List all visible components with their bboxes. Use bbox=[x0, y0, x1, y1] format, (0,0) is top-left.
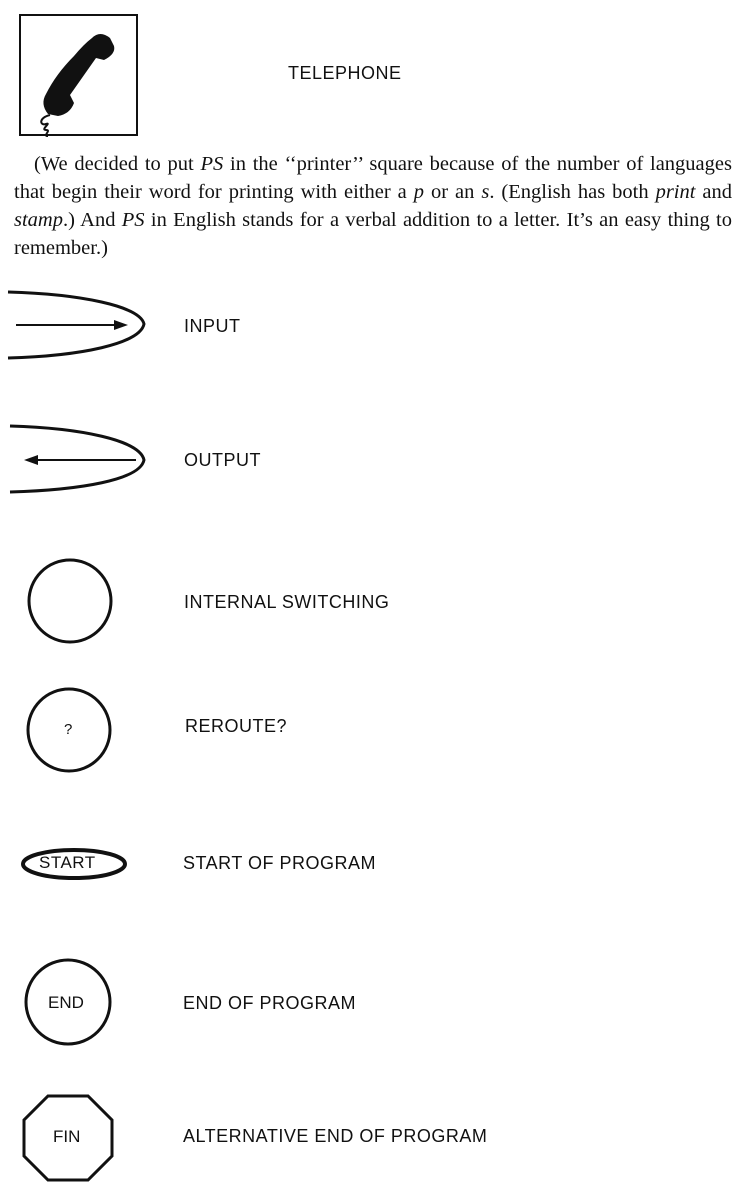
output-arrow-icon bbox=[0, 422, 160, 502]
reroute-symbol-text: ? bbox=[64, 721, 73, 738]
input-label: INPUT bbox=[184, 316, 241, 336]
end-label: END OF PROGRAM bbox=[183, 993, 357, 1013]
explanation-paragraph: (We decided to put PS in the ‘‘printer’’ square because of the number of languages that begin their word for printing with either a p or an s. (English has both print and stamp.) And PS in English stands for a verbal addition to a letter. It’s an easy thing to remember.) bbox=[14, 153, 733, 259]
start-symbol-text: START bbox=[39, 853, 96, 872]
output-label: OUTPUT bbox=[184, 450, 261, 470]
reroute-label: REROUTE? bbox=[185, 716, 288, 736]
input-arrow-icon bbox=[0, 288, 160, 368]
alternative-end-label: ALTERNATIVE END OF PROGRAM bbox=[183, 1126, 488, 1146]
end-symbol-text: END bbox=[48, 993, 84, 1012]
circle-icon bbox=[0, 550, 160, 650]
fin-symbol-text: FIN bbox=[53, 1127, 81, 1146]
telephone-label: TELEPHONE bbox=[288, 63, 402, 83]
internal-switching-label: INTERNAL SWITCHING bbox=[184, 592, 390, 612]
question-circle-icon bbox=[0, 680, 160, 780]
start-label: START OF PROGRAM bbox=[183, 853, 377, 873]
